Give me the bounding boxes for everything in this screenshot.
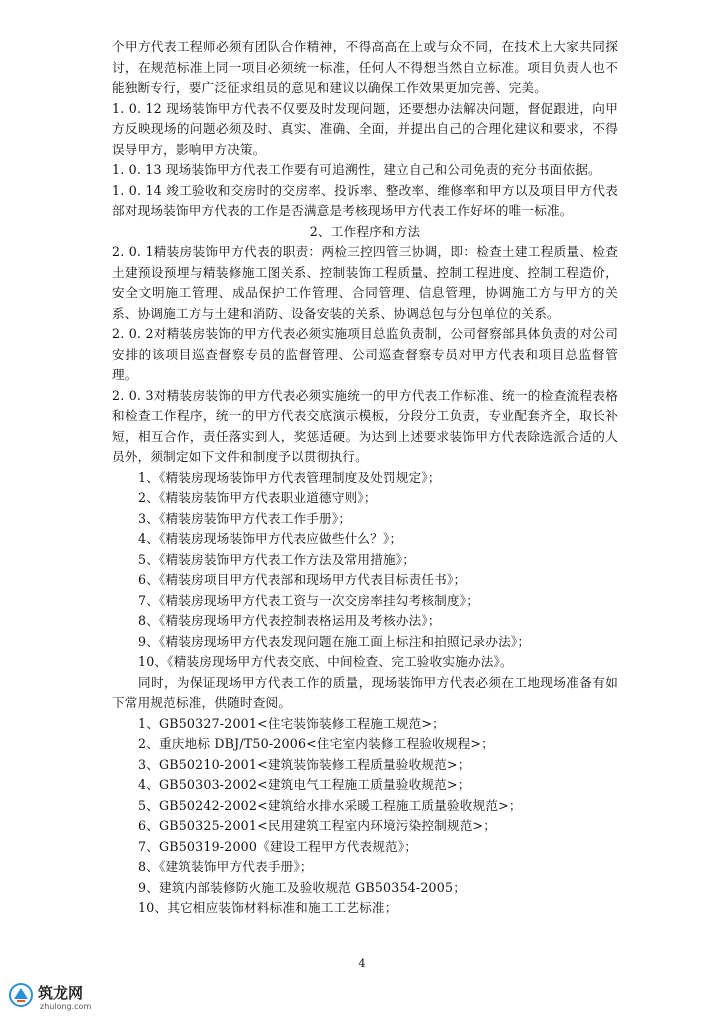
list-item: 4、《精装房现场装饰甲方代表应做些什么？》； [138, 531, 403, 546]
list-item: 7、GB50319-2000《建设工程甲方代表规范》； [138, 838, 418, 854]
list-item: 1、GB50327-2001<住宅装饰装修工程施工规范>； [138, 715, 445, 731]
paragraph-1-0-14: 1. 0. 14 竣工验收和交房时的交房率、投诉率、整改率、维修率和甲方以及项目甲方代表部对现场装饰甲方代表的工作是否满意是考核现场甲方代表工作好坏的唯一标准。 [112, 182, 618, 218]
list-item: 10、其它相应装饰材料标准和施工工艺标准； [138, 900, 398, 915]
zhulong-logo-icon [8, 982, 34, 1008]
list-item: 9、建筑内部装修防火施工及验收规范 GB50354-2005； [138, 879, 466, 895]
paragraph-standards-intro: 同时，为保证现场甲方代表工作的质量，现场装饰甲方代表必须在工地现场准备有如下常用规范标准，供随时查阅。 [112, 674, 618, 710]
list-item: 8、《精装房现场甲方代表控制表格运用及考核办法》； [138, 613, 441, 628]
list-item: 3、GB50210-2001<建筑装饰装修工程质量验收规范>； [138, 756, 471, 772]
watermark-logo [8, 978, 118, 1018]
paragraph-team-spirit: 个甲方代表工程师必须有团队合作精神，不得高高在上或与众不同，在技术上大家共同探讨，在规范标准上同一项目必须统一标准，任何人不得想当然自立标准。项目负责人也不能独断专行，要广泛征求组员的意见和建议以确保工作效果更加完善、完美。 [112, 39, 618, 95]
list-item: 10、《精装房现场甲方代表交底、中间检查、完工验收实施办法》。 [138, 654, 513, 669]
paragraph-1-0-13: 1. 0. 13 现场装饰甲方代表工作要有可追溯性，建立自己和公司免责的充分书面依据。 [112, 162, 601, 177]
watermark-url: zhulong.com [40, 1002, 92, 1011]
list-item: 5、《精装房装饰甲方代表工作方法及常用措施》； [138, 551, 416, 567]
list-item: 6、GB50325-2001<民用建筑工程室内环境污染控制规范>； [138, 818, 497, 833]
standards-list [112, 714, 618, 919]
list-item: 7、《精装房现场甲方代表工资与一次交房率挂勾考核制度》； [138, 592, 480, 608]
documents-list [112, 468, 618, 673]
list-item: 2、重庆地标 DBJ/T50-2006<住宅室内装修工程验收规程>； [138, 736, 494, 751]
list-item: 8、《建筑装饰甲方代表手册》； [138, 859, 313, 874]
list-item: 5、GB50242-2002<建筑给水排水采暖工程施工质量验收规范>； [138, 797, 522, 813]
list-item: 1、《精装房现场装饰甲方代表管理制度及处罚规定》； [138, 469, 441, 485]
list-item: 6、《精装房项目甲方代表部和现场甲方代表目标责任书》； [138, 572, 467, 587]
watermark-name: 筑龙网 [38, 984, 84, 1002]
paragraph-2-0-2: 2. 0. 2对精装房装饰的甲方代表必须实施项目总监负责制，公司督察部具体负责的对公司安排的该项目巡查督察专员的监督管理、公司巡查督察专员对甲方代表和项目总监督管理。 [112, 326, 618, 382]
list-item: 9、《精装房现场甲方代表发现问题在施工面上标注和拍照记录办法》； [138, 633, 531, 649]
list-item: 3、《精装房装饰甲方代表工作手册》； [138, 510, 352, 526]
list-item: 4、GB50303-2002<建筑电气工程施工质量验收规范>； [138, 777, 471, 792]
paragraph-2-0-1: 2. 0. 1精装房装饰甲方代表的职责：两检三控四管三协调，即：检查土建工程质量、检查土建预设预埋与精装修施工图关系、控制装饰工程质量、控制工程进度、控制工程造价，安全文明施工管理、成品保护工作管理、合同管理、信息管理，协调施工方与甲方的关系、协调施工方与土建和消防、设备安装的关系、协调总包与分包单位的关系。 [112, 244, 618, 321]
section-heading: 2、工作程序和方法 [309, 223, 421, 239]
page-number: 4 [358, 957, 366, 970]
paragraph-2-0-3: 2. 0. 3对精装房装饰的甲方代表必须实施统一的甲方代表工作标准、统一的检查流程表格和检查工作程序，统一的甲方代表交底演示模板，分段分工负责，专业配套齐全，取长补短，相互合作，责任落实到人，奖惩适硬。为达到上述要求装饰甲方代表除选派合适的人员外，须制定如下文件和制度予以贯彻执行。 [112, 387, 618, 464]
paragraph-1-0-12: 1. 0. 12 现场装饰甲方代表不仅要及时发现问题，还要想办法解决问题，督促跟进，向甲方反映现场的问题必须及时、真实、准确、全面，并提出自己的合理化建议和要求，不得误导甲方，影响甲方决策。 [112, 100, 618, 157]
list-item: 2、《精装房装饰甲方代表职业道德守则》； [138, 490, 377, 505]
page-body [112, 37, 618, 919]
